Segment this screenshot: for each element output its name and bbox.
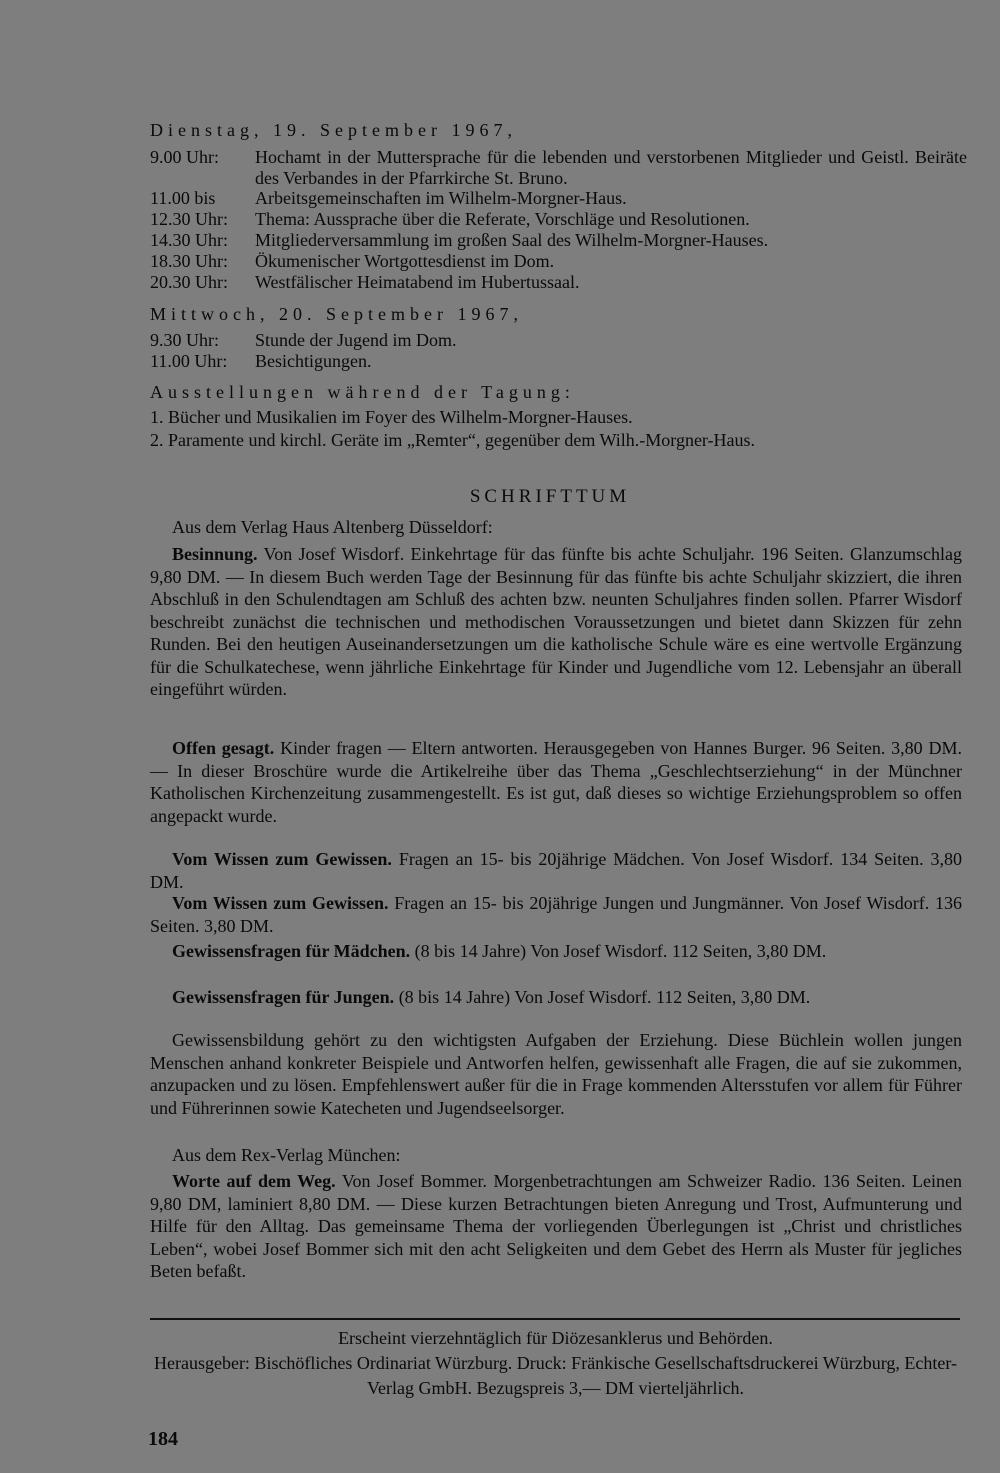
publisher-heading: Aus dem Rex-Verlag München: xyxy=(172,1145,401,1165)
book-description: Von Josef Wisdorf. Einkehrtage für das fünfte bis achte Schuljahr. 196 Seiten. Glanzumschlag 9,80 DM. — In diesem Buch werden Tage der Besinnung für das fünfte bis achte Schuljahr skizziert, die ihren Abschluß in den Schulendtagen am Schluß des achten bzw. neunten Schuljahres finden sollen. Pfarrer Wisdorf beschreibt zunächst die technischen und methodischen Voraussetzungen und bietet dann Skizzen für zehn Runden. Bei den heutigen Auseinandersetzungen um die katholische Schule wäre es eine wertvolle Ergänzung für die Schulkatechese, wenn jährliche Einkehrtage für Kinder und Jugendliche vom 12. Lebensjahr an überall eingeführt würden. xyxy=(150,544,962,699)
footer-divider xyxy=(150,1318,960,1320)
schedule-text: Hochamt in der Muttersprache für die lebenden und verstorbenen Mitglieder und Geistl. Beiräte des Verbandes in der Pfarrkirche St. Bruno. xyxy=(255,147,967,188)
book-entry xyxy=(150,940,962,963)
schedule-text: Mitgliederversammlung im großen Saal des Wilhelm-Morgner-Hauses. xyxy=(255,230,769,250)
book-description: Fragen an 15- bis 20jährige Jungen und Jungmänner. Von Josef Wisdorf. 136 Seiten. 3,80 DM. xyxy=(150,893,962,936)
book-entry xyxy=(150,892,962,937)
schedule-text: Thema: Aussprache über die Referate, Vorschläge und Resolutionen. xyxy=(255,209,750,229)
book-note xyxy=(150,1029,962,1119)
schedule-text: Stunde der Jugend im Dom. xyxy=(255,330,457,350)
footer-publisher: Herausgeber: Bischöfliches Ordinariat Würzburg. Druck: Fränkische Gesellschaftsdruckerei Würzburg, Echter-Verlag GmbH. Bezugspreis 3,— DM vierteljährlich. xyxy=(153,1353,958,1398)
day-heading-wednesday: Mittwoch, 20. September 1967, xyxy=(150,304,523,324)
book-description: (8 bis 14 Jahre) Von Josef Wisdorf. 112 Seiten, 3,80 DM. xyxy=(394,987,811,1007)
schedule-time: 20.30 Uhr: xyxy=(150,272,228,292)
exhibition-item: 1. Bücher und Musikalien im Foyer des Wilhelm-Morgner-Hauses. xyxy=(150,407,633,427)
book-entry xyxy=(150,737,962,827)
schedule-text: Arbeitsgemeinschaften im Wilhelm-Morgner-Haus. xyxy=(255,188,627,208)
book-title: Worte auf dem Weg. xyxy=(172,1171,336,1191)
schedule-time: 9.30 Uhr: xyxy=(150,330,219,350)
schedule-text: Ökumenischer Wortgottesdienst im Dom. xyxy=(255,251,555,271)
exhibitions-heading: Ausstellungen während der Tagung: xyxy=(150,382,575,402)
schedule-time: 18.30 Uhr: xyxy=(150,251,228,271)
schedule-time: 9.00 Uhr: xyxy=(150,147,219,167)
book-title: Vom Wissen zum Gewissen. xyxy=(172,849,392,869)
schedule-row xyxy=(150,147,965,189)
book-description: (8 bis 14 Jahre) Von Josef Wisdorf. 112 Seiten, 3,80 DM. xyxy=(410,941,827,961)
schedule-text: Besichtigungen. xyxy=(255,351,372,371)
footer-line: Erscheint vierzehntäglich für Diözesanklerus und Behörden. xyxy=(338,1328,773,1348)
book-title: Offen gesagt. xyxy=(172,738,275,758)
book-title: Besinnung. xyxy=(172,544,258,564)
book-entry xyxy=(150,848,962,893)
schedule-time: 11.00 Uhr: xyxy=(150,351,228,371)
book-title: Gewissensfragen für Mädchen. xyxy=(172,941,411,961)
note-text: Gewissensbildung gehört zu den wichtigsten Aufgaben der Erziehung. Diese Büchlein wollen jungen Menschen anhand konkreter Beispiele und Antworfen helfen, gewissenhaft alle Fragen, die auf sie zukommen, anzupacken und zu lösen. Empfehlenswert außer für die in Frage kommenden Altersstufen vor allem für Führer und Führerinnen sowie Katecheten und Jugendseelsorger. xyxy=(150,1030,962,1118)
schedule-time: 12.30 Uhr: xyxy=(150,209,228,229)
book-title: Gewissensfragen für Jungen. xyxy=(172,987,395,1007)
section-title: SCHRIFTTUM xyxy=(469,486,631,507)
page-number: 184 xyxy=(148,1428,178,1450)
day-heading-tuesday: Dienstag, 19. September 1967, xyxy=(150,120,517,140)
schedule-time: 14.30 Uhr: xyxy=(150,230,228,250)
exhibition-item: 2. Paramente und kirchl. Geräte im „Remter“, gegenüber dem Wilh.-Morgner-Haus. xyxy=(150,430,756,450)
book-description: Kinder fragen — Eltern antworten. Herausgegeben von Hannes Burger. 96 Seiten. 3,80 DM. — In dieser Broschüre wurde die Artikelreihe über das Thema „Geschlechtserziehung“ in der Münchner Katholischen Kirchenzeitung zusammengestellt. Es ist gut, daß dieses so wichtige Erziehungsproblem so offen angepackt wurde. xyxy=(150,738,962,826)
publisher-heading: Aus dem Verlag Haus Altenberg Düsseldorf: xyxy=(172,517,493,537)
schedule-text: Westfälischer Heimatabend im Hubertussaal. xyxy=(255,272,580,292)
book-entry xyxy=(150,986,962,1009)
schedule-time: 11.00 bis xyxy=(150,188,216,208)
book-description: Von Josef Bommer. Morgenbetrachtungen am Schweizer Radio. 136 Seiten. Leinen 9,80 DM, laminiert 8,80 DM. — Diese kurzen Betrachtungen bieten Anregung und Trost, Aufmunterung und Hilfe für den Alltag. Das gemeinsame Thema der vorliegenden Überlegungen ist „Christ und christliches Leben“, wobei Josef Bommer sich mit den acht Seligkeiten und dem Gebet des Herrn als Muster für jegliches Beten befaßt. xyxy=(150,1171,963,1281)
book-entry xyxy=(150,1170,962,1283)
book-title: Vom Wissen zum Gewissen. xyxy=(172,893,389,913)
book-description: Fragen an 15- bis 20jährige Mädchen. Von Josef Wisdorf. 134 Seiten. 3,80 DM. xyxy=(150,849,962,892)
book-entry xyxy=(150,543,962,701)
